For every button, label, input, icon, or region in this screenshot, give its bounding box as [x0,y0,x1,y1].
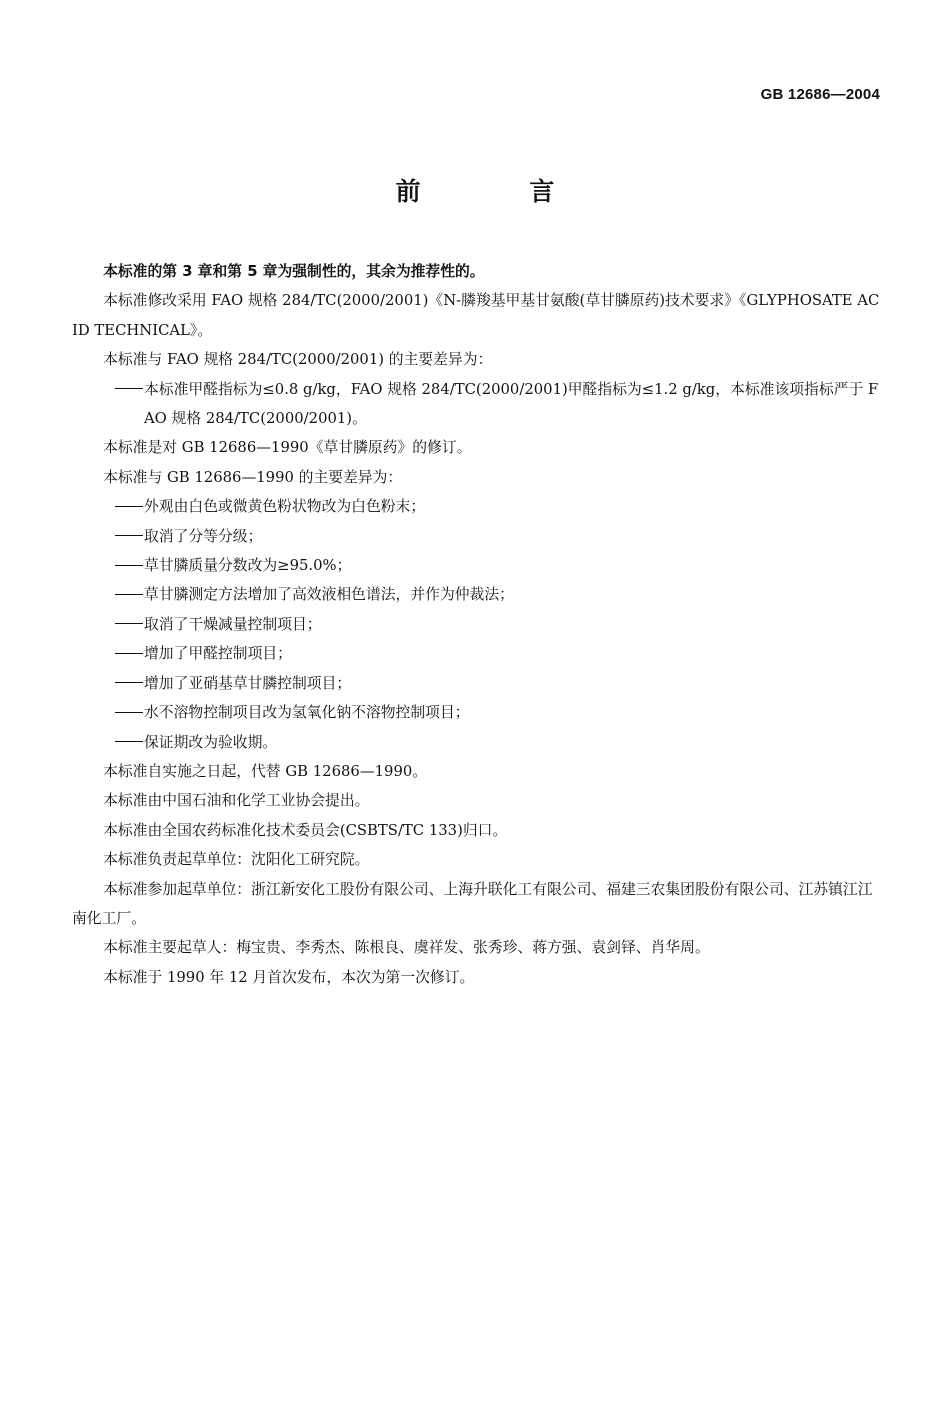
paragraph-proposed-by: 本标准由中国石油和化学工业协会提出。 [103,792,370,810]
list-item-text: 草甘膦测定方法增加了高效液相色谱法，并作为仲裁法； [144,586,514,604]
em-dash-bullet [115,698,144,727]
list-item-text: 草甘膦质量分数改为≥95.0%； [144,557,352,575]
paragraph-lead-drafter: 本标准负责起草单位：沈阳化工研究院。 [103,851,370,869]
em-dash-bullet [115,375,144,404]
list-item-text: 取消了干燥减量控制项目； [144,615,322,633]
paragraph-revision-of: 本标准是对 GB 12686—1990《草甘膦原药》的修订。 [103,439,472,457]
list-item-text: 外观由白色或微黄色粉状物改为白色粉末； [144,498,426,516]
paragraph-technical-committee: 本标准由全国农药标准化技术委员会(CSBTS/TC 133)归口。 [103,821,508,839]
paragraph-mandatory-chapters: 本标准的第 3 章和第 5 章为强制性的，其余为推荐性的。 [103,263,485,280]
list-item-text: 本标准甲醛指标为≤0.8 g/kg，FAO 规格 284/TC(2000/2001)甲醛指标为≤1.2 g/kg，本标准该项指标严于 FAO 规格 284/TC(2000/2001)。 [144,380,879,428]
em-dash-bullet [115,669,144,698]
paragraph-gb-differences: 本标准与 GB 12686—1990 的主要差异为： [103,468,403,486]
em-dash-bullet [115,551,144,580]
em-dash-bullet [115,639,144,668]
paragraph-fao-differences: 本标准与 FAO 规格 284/TC(2000/2001) 的主要差异为： [103,351,493,369]
list-item-text: 水不溶物控制项目改为氢氧化钠不溶物控制项目； [144,704,470,722]
list-item [72,698,882,727]
paragraph-replaces: 本标准自实施之日起，代替 GB 12686—1990。 [103,762,428,780]
page-title: 前 言 [395,177,605,206]
list-item-text: 增加了亚硝基草甘膦控制项目； [144,674,352,692]
list-item-text: 保证期改为验收期。 [144,733,278,751]
list-item [72,669,882,698]
list-item [72,639,882,668]
paragraph-participating-drafters: 本标准参加起草单位：浙江新安化工股份有限公司、上海升联化工有限公司、福建三农集团股份有限公司、江苏镇江江南化工厂。 [72,880,873,927]
em-dash-bullet [115,522,144,551]
paragraph-fao-adoption: 本标准修改采用 FAO 规格 284/TC(2000/2001)《N-膦羧基甲基甘氨酸(草甘膦原药)技术要求》《GLYPHOSATE ACID TECHNICAL》。 [72,292,880,339]
em-dash-bullet [115,492,144,521]
list-item-text: 取消了分等分级； [144,527,263,545]
em-dash-bullet [115,728,144,757]
list-item-text: 增加了甲醛控制项目； [144,645,292,663]
standard-code: GB 12686—2004 [760,86,880,103]
list-item [72,551,882,580]
em-dash-bullet [115,580,144,609]
foreword-body [72,257,882,992]
list-item [72,492,882,521]
list-item [72,728,882,757]
list-item [72,522,882,551]
list-item-fao-difference [72,375,882,434]
list-item [72,610,882,639]
paragraph-main-drafters: 本标准主要起草人：梅宝贵、李秀杰、陈根良、虞祥发、张秀珍、蒋方强、袁剑铎、肖华周。 [103,939,710,957]
list-item [72,580,882,609]
em-dash-bullet [115,610,144,639]
paragraph-release-history: 本标准于 1990 年 12 月首次发布，本次为第一次修订。 [103,968,475,986]
